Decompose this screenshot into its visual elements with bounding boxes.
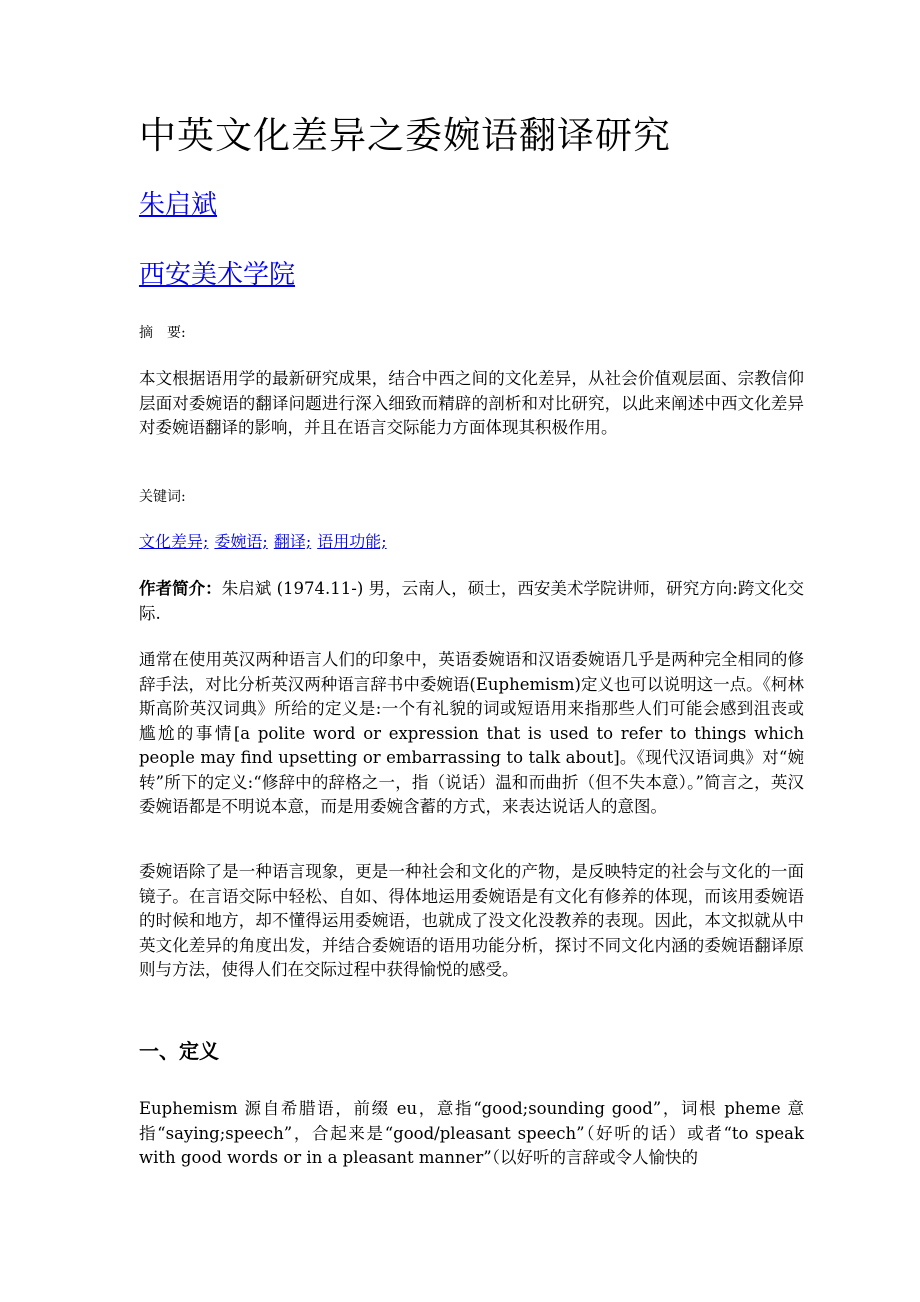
body-paragraph: 委婉语除了是一种语言现象，更是一种社会和文化的产物，是反映特定的社会与文化的一面镜子。在言语交际中轻松、自如、得体地运用委婉语是有文化有修养的体现，而该用委婉语的时候和地方，却不懂得运用委婉语，也就成了没文化没教养的表现。因此，本文拟就从中英文化差异的角度出发，并结合委婉语的语用功能分析，探讨不同文化内涵的委婉语翻译原则与方法，使得人们在交际过程中获得愉悦的感受。 bbox=[139, 862, 804, 979]
author-bio bbox=[139, 577, 804, 626]
section-paragraph: Euphemism 源自希腊语，前缀 eu，意指“good;sounding good”，词根 pheme 意指“saying;speech”，合起来是“good/pleasant speech”（好听的话）或者“to speak with good words or in a pleasant manner”（以好听的言辞或令人愉快的 bbox=[139, 1099, 804, 1167]
abstract-label: 摘 要: bbox=[139, 325, 186, 341]
author-bio-text: 朱启斌 (1974.11-) 男，云南人，硕士，西安美术学院讲师，研究方向:跨文化交际. bbox=[139, 579, 805, 623]
keyword-link[interactable]: 翻译; bbox=[273, 532, 312, 551]
keyword-link[interactable]: 文化差异; bbox=[139, 532, 209, 551]
institution-link[interactable]: 西安美术学院 bbox=[139, 260, 296, 290]
author-bio-label: 作者简介： bbox=[139, 579, 222, 598]
abstract-text: 本文根据语用学的最新研究成果，结合中西之间的文化差异，从社会价值观层面、宗教信仰层面对委婉语的翻译问题进行深入细致而精辟的剖析和对比研究，以此来阐述中西文化差异对委婉语翻译的影响，并且在语言交际能力方面体现其积极作用。 bbox=[139, 369, 804, 437]
article-title: 中英文化差异之委婉语翻译研究 bbox=[139, 114, 671, 157]
keywords-list bbox=[139, 530, 393, 554]
body-paragraph: 通常在使用英汉两种语言人们的印象中，英语委婉语和汉语委婉语几乎是两种完全相同的修辞手法，对比分析英汉两种语言辞书中委婉语(Euphemism)定义也可以说明这一点。《柯林斯高阶英汉词典》所给的定义是:一个有礼貌的词或短语用来指那些人们可能会感到沮丧或尴尬的事情[a polite word or expression that is used to refer to things which people may find upsetting or embarrassing to talk about]。《现代汉语词典》对“婉转”所下的定义:“修辞中的辞格之一，指（说话）温和而曲折（但不失本意）。”简言之，英汉委婉语都是不明说本意，而是用委婉含蓄的方式，来表达说话人的意图。 bbox=[139, 650, 804, 816]
keyword-link[interactable]: 委婉语; bbox=[214, 532, 268, 551]
keywords-label: 关键词: bbox=[139, 489, 186, 505]
section-heading: 一、定义 bbox=[139, 1039, 219, 1063]
author-link[interactable]: 朱启斌 bbox=[139, 190, 218, 220]
keyword-link[interactable]: 语用功能; bbox=[317, 532, 387, 551]
